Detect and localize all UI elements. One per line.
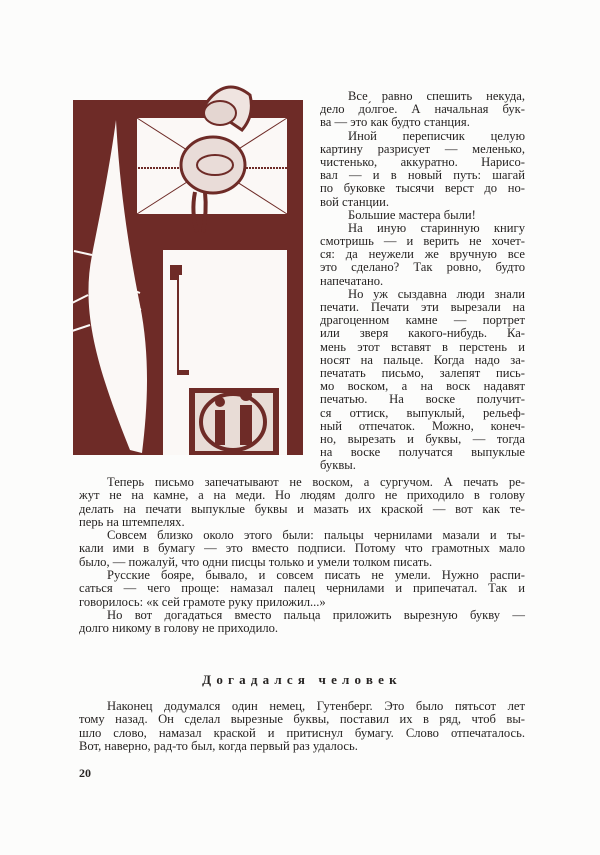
text-line: ный отпечаток. Можно, конеч- <box>320 418 525 433</box>
text-line: тому назад. Он сделал вырезные буквы, поставил их в ряд, чтоб вы- <box>79 712 525 727</box>
paragraph <box>79 609 525 636</box>
paragraph <box>79 476 525 529</box>
text-line: жут не на камне, а на меди. Но людям долго не приходило в голову <box>79 488 525 503</box>
signet-ring-icon <box>204 87 251 130</box>
text-line: Вот, наверно, рад-то был, когда первый раз удалось. <box>79 738 358 753</box>
text-line: но, вырезать и буквы, — тогда <box>320 431 525 446</box>
text-line: Но уж сыздавна люди знали <box>348 286 525 301</box>
text-line: печати. Печати эти вырезали на <box>320 300 525 314</box>
section-heading: Догадался человек <box>202 672 402 687</box>
text-line: Теперь письмо запечатывают не воском, а сургучом. А печать ре- <box>107 475 525 489</box>
text-line: это сделано? Так ровно, будто <box>320 260 525 275</box>
text-line: было, — пожалуй, что одни писцы только и умели толком писать. <box>79 554 433 569</box>
text-line: говорилось: «к сей грамоте руку приложил...» <box>79 594 326 609</box>
text-line: Наконец додумался один немец, Гутенберг. Это было пятьсот лет <box>107 699 525 713</box>
paragraph <box>320 209 525 222</box>
paragraph <box>79 700 525 753</box>
text-line: по буковке тысячи верст до но- <box>320 181 525 196</box>
right-column-text <box>320 90 525 472</box>
paragraph <box>79 529 525 569</box>
page-number: 20 <box>79 766 91 780</box>
section-text <box>79 700 525 753</box>
paragraph <box>320 130 525 209</box>
text-line: саться — чего проще: намазал палец чернилами и припечатал. Так и <box>79 581 525 596</box>
full-width-text <box>79 476 525 636</box>
text-line: буквы. <box>320 458 356 473</box>
text-line: дело до́лгое. А начальная бук- <box>320 102 525 117</box>
text-line: драгоценном камне — портрет <box>320 313 525 328</box>
text-line: Совсем близко около этого были: пальцы чернилами мазали и ты- <box>107 528 525 543</box>
illustration-quill-seal-initial <box>70 75 310 465</box>
text-line: напечатано. <box>320 273 384 288</box>
text-line: Русские бояре, бывало, и совсем писать не умели. Нужно распи- <box>107 568 525 583</box>
paragraph <box>320 222 525 288</box>
text-line: печатью. На воске получит- <box>320 392 525 407</box>
paragraph <box>320 90 525 130</box>
text-line: печатать письмо, залепят пись- <box>320 365 525 380</box>
text-line: чистенько, аккуратно. Нарисо- <box>320 154 525 169</box>
text-line: Все равно спешить некуда, <box>348 89 525 103</box>
text-line: долго никому в голову не приходило. <box>79 621 279 636</box>
paragraph <box>79 569 525 609</box>
text-line: вой станции. <box>320 194 389 209</box>
text-line: на воске получатся выпуклые <box>320 445 525 460</box>
paragraph <box>320 288 525 473</box>
text-line: мень этот вставят в перстень и <box>320 339 525 354</box>
text-line: ва — это как будто станция. <box>320 115 470 130</box>
text-line: или зверя какого-нибудь. Ка- <box>320 326 525 341</box>
text-line: смотришь — и верить не хочет- <box>320 234 525 249</box>
text-line: перь на штемпелях. <box>79 514 185 529</box>
text-line: Большие мастера были! <box>348 207 476 222</box>
text-line: делать на печати выпуклые буквы и мазать их краской — вот как те- <box>79 501 525 516</box>
text-line: Но вот догадаться вместо пальца приложить вырезную букву — <box>107 607 525 622</box>
text-line: мо воском, а на воск надавят <box>320 379 525 394</box>
text-line: вал — и в новый путь: шагай <box>320 168 525 183</box>
text-line: кали ими в бумагу — это вместо подписи. Потому что грамотных мало <box>79 541 525 556</box>
text-line: носят на пальце. Когда надо за- <box>320 352 525 367</box>
text-line: ся: да неужели же вручную все <box>320 247 525 262</box>
text-line: Иной переписчик целую <box>348 128 525 143</box>
text-line: картину разрисует — меленько, <box>320 141 525 156</box>
text-line: ся оттиск, выпуклый, рельеф- <box>320 405 525 420</box>
text-line: шло слово, намазал краской и притиснул бумагу. Слово отпечаталось. <box>79 725 525 740</box>
text-line: На иную старинную книгу <box>348 220 525 235</box>
